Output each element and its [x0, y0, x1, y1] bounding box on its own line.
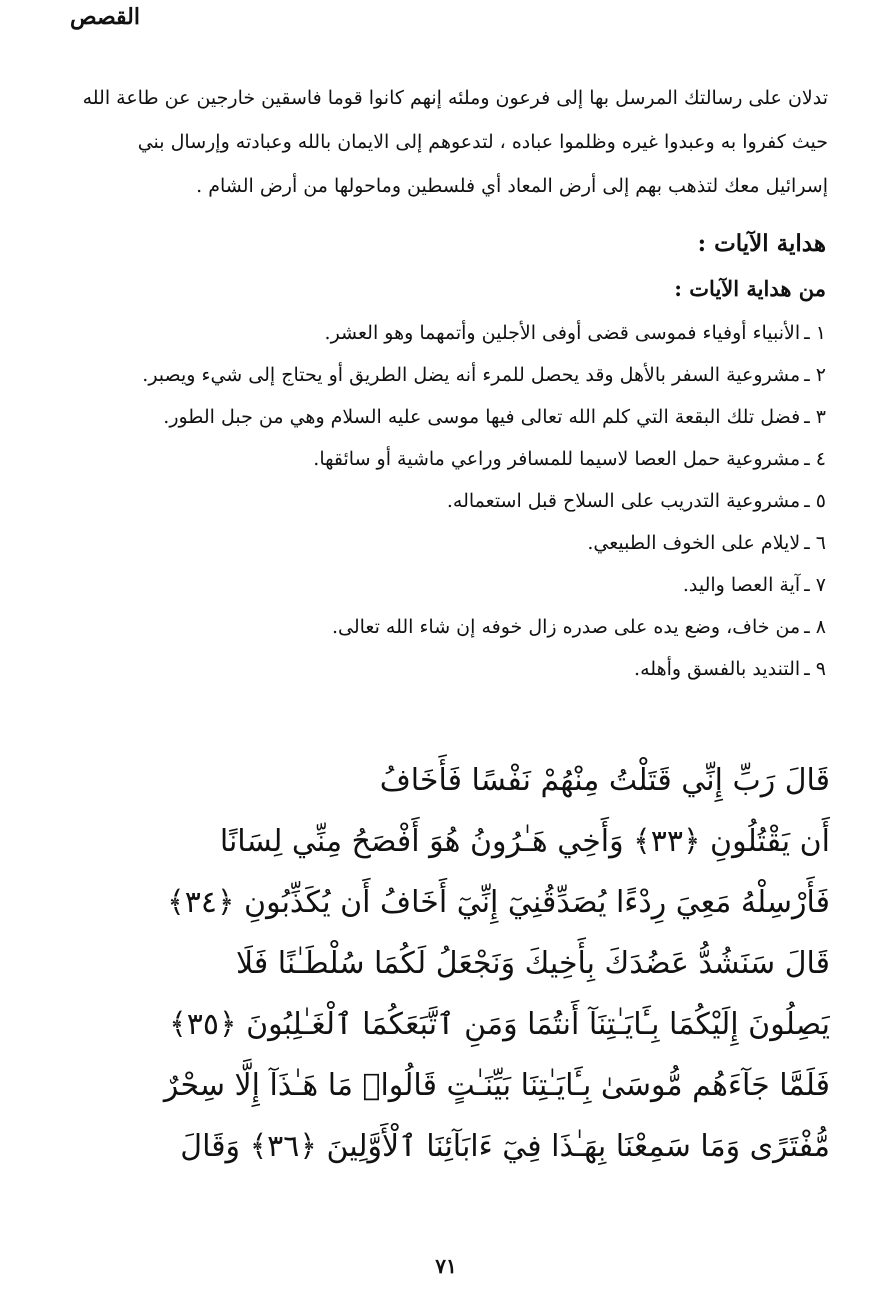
verse-line: فَلَمَّا جَآءَهُم مُّوسَىٰ بِـَٔايَـٰتِنَا بَيِّنَـٰتٍ قَالُوا۟ مَا هَـٰذَآ إِلَّا سِحْرٌ: [163, 1068, 830, 1103]
guidance-item-number: ١ ـ: [804, 322, 826, 344]
guidance-item-text: لايلام على الخوف الطبيعي.: [587, 532, 801, 554]
verse-line: يَصِلُونَ إِلَيْكُمَا بِـَٔايَـٰتِنَآ أَنتُمَا وَمَنِ ٱتَّبَعَكُمَا ٱلْغَـٰلِبُونَ ﴿٣٥﴾: [169, 1007, 830, 1042]
guidance-item-number: ٧ ـ: [804, 574, 826, 596]
guidance-item-number: ٤ ـ: [804, 448, 826, 470]
guidance-item-text: مشروعية حمل العصا لاسيما للمسافر وراعي ماشية أو سائقها.: [313, 448, 801, 470]
guidance-item: [70, 396, 826, 438]
guidance-item-text: الأنبياء أوفياء فموسى قضى أوفى الأجلين وأتمهما وهو العشر.: [324, 322, 801, 344]
guidance-item-number: ٩ ـ: [804, 658, 826, 680]
commentary-paragraph: [72, 76, 828, 208]
guidance-item-text: من خاف، وضع يده على صدره زال خوفه إن شاء الله تعالى.: [331, 616, 801, 638]
guidance-list: [70, 312, 826, 690]
commentary-line: حيث كفروا به وعبدوا غيره وظلموا عباده ، لتدعوهم إلى الايمان بالله وعبادته وإرسال بني: [137, 131, 828, 153]
guidance-item-number: ٨ ـ: [804, 616, 826, 638]
guidance-item: [70, 312, 826, 354]
guidance-item: [70, 648, 826, 690]
guidance-item: [70, 564, 826, 606]
verse-line: قَالَ رَبِّ إِنِّي قَتَلْتُ مِنْهُمْ نَفْسًا فَأَخَافُ: [379, 763, 830, 798]
guidance-item: [70, 606, 826, 648]
guidance-item-number: ٣ ـ: [804, 406, 826, 428]
guidance-heading: هداية الآيات :: [697, 230, 826, 257]
verse-line: قَالَ سَنَشُدُّ عَضُدَكَ بِأَخِيكَ وَنَجْعَلُ لَكُمَا سُلْطَـٰنًا فَلَا: [236, 946, 830, 981]
guidance-subheading: من هداية الآيات :: [674, 276, 826, 301]
guidance-item: [70, 438, 826, 480]
quran-verses-block: [70, 750, 830, 1177]
guidance-item-number: ٥ ـ: [804, 490, 826, 512]
guidance-item-text: التنديد بالفسق وأهله.: [634, 658, 801, 680]
guidance-item-number: ٦ ـ: [804, 532, 826, 554]
guidance-item-text: فضل تلك البقعة التي كلم الله تعالى فيها موسى عليه السلام وهي من جبل الطور.: [163, 406, 801, 428]
commentary-line: إسرائيل معك لتذهب بهم إلى أرض المعاد أي فلسطين وماحولها من أرض الشام .: [196, 175, 828, 197]
guidance-item-text: آية العصا واليد.: [682, 574, 801, 596]
page-number: ٧١: [435, 1254, 457, 1278]
guidance-item: [70, 480, 826, 522]
verse-line: مُّفْتَرًى وَمَا سَمِعْنَا بِهَـٰذَا فِيٓ ءَابَآئِنَا ٱلْأَوَّلِينَ ﴿٣٦﴾ وَقَالَ: [180, 1129, 830, 1164]
verse-line: أَن يَقْتُلُونِ ﴿٣٣﴾ وَأَخِي هَـٰرُونُ هُوَ أَفْصَحُ مِنِّي لِسَانًا: [219, 824, 830, 859]
guidance-item: [70, 354, 826, 396]
guidance-item: [70, 522, 826, 564]
guidance-item-text: مشروعية السفر بالأهل وقد يحصل للمرء أنه يضل الطريق أو يحتاج إلى شيء ويصبر.: [142, 364, 801, 386]
verse-line: فَأَرْسِلْهُ مَعِيَ رِدْءًا يُصَدِّقُنِيٓ إِنِّيٓ أَخَافُ أَن يُكَذِّبُونِ ﴿٣٤﴾: [167, 885, 830, 920]
guidance-item-number: ٢ ـ: [804, 364, 826, 386]
commentary-line: تدلان على رسالتك المرسل بها إلى فرعون وملئه إنهم كانوا قوما فاسقين خارجين عن طاعة الله: [82, 87, 828, 109]
guidance-item-text: مشروعية التدريب على السلاح قبل استعماله.: [446, 490, 801, 512]
running-header-surah-name: القصص: [70, 4, 140, 30]
